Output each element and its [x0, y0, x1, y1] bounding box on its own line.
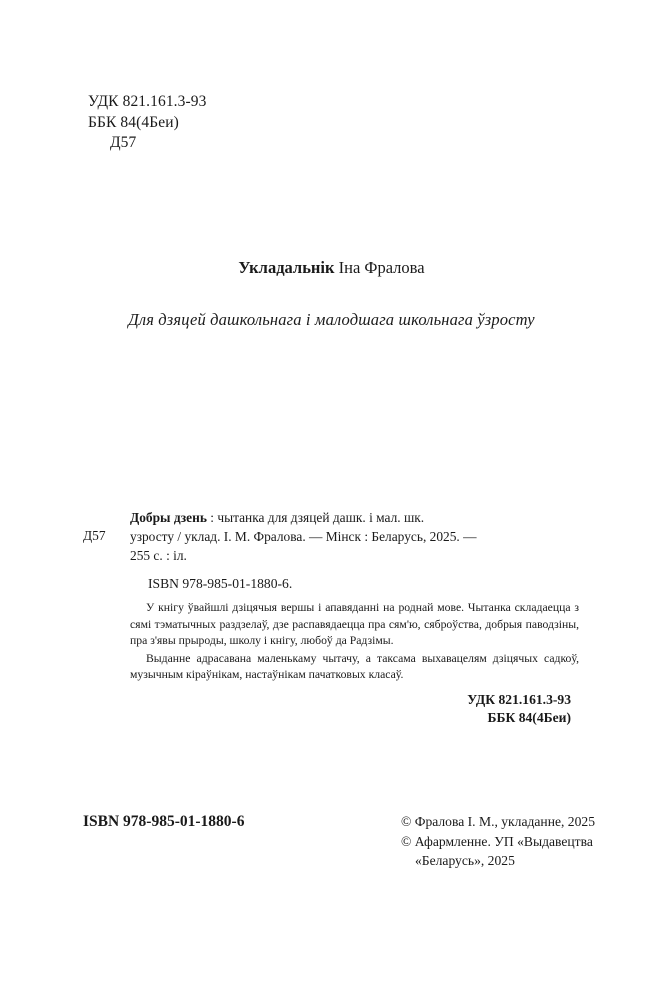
cip-desc-3: 255 с. : іл.: [130, 548, 187, 564]
annotation-paragraph: Выданне адрасавана маленькаму чытачу, а таксама выхавацелям дзіцячых садкоў, музычным кіраўнікам, настаўнікам пачатковых класаў.: [130, 651, 579, 681]
copyright-block: [401, 812, 595, 871]
copyright-line: © Фралова І. М., укладанне, 2025: [400, 814, 595, 829]
udk-code: УДК 821.161.3-93: [88, 93, 207, 110]
classification-block: [88, 92, 206, 154]
cip-isbn: ISBN 978-985-01-1880-6.: [148, 576, 293, 592]
compiler-name: Іна Фралова: [338, 258, 425, 277]
cip-bbk-code: ББК 84(4Беи): [487, 710, 571, 726]
cip-desc-1: : чытанка для дзяцей дашк. і мал. шк.: [206, 510, 425, 525]
cip-sigla: Д57: [83, 528, 106, 543]
cip-title-line: [130, 508, 579, 527]
cip-udk-code: УДК 821.161.3-93: [467, 692, 571, 708]
copyright-line: «Беларусь», 2025: [414, 853, 515, 869]
annotation-paragraph: У кнігу ўвайшлі дзіцячыя вершы і апавяданні на роднай мове. Чытанка складаецца з сямі тэматычных раздзелаў, дзе распавядаецца пра сям'ю, сяброўства, добрыя паводзіны, пра з'явы прыроды, школу і кнігу, любоў да Радзімы.: [130, 601, 579, 647]
cip-title: Добры дзень: [130, 510, 207, 525]
bbk-code: ББК 84(4Беи): [88, 113, 179, 131]
copyright-line: © Афармленне. УП «Выдавецтва: [400, 833, 593, 849]
footer-isbn: ISBN 978-985-01-1880-6: [83, 813, 245, 830]
page-footer: [83, 812, 595, 871]
compiler-line: [0, 258, 663, 278]
cip-heading: [83, 508, 579, 565]
cip-desc-2: узросту / уклад. І. М. Фралова. — Мінск : Беларусь, 2025. —: [130, 529, 477, 545]
compiler-label: Укладальнік: [238, 258, 335, 277]
cip-block: [83, 508, 579, 727]
author-sigla: Д57: [110, 134, 137, 152]
audience-line: Для дзяцей дашкольнага і малодшага школьнага ўзросту: [128, 310, 535, 329]
cip-annotation: [83, 600, 579, 683]
cip-codes: [83, 691, 579, 727]
